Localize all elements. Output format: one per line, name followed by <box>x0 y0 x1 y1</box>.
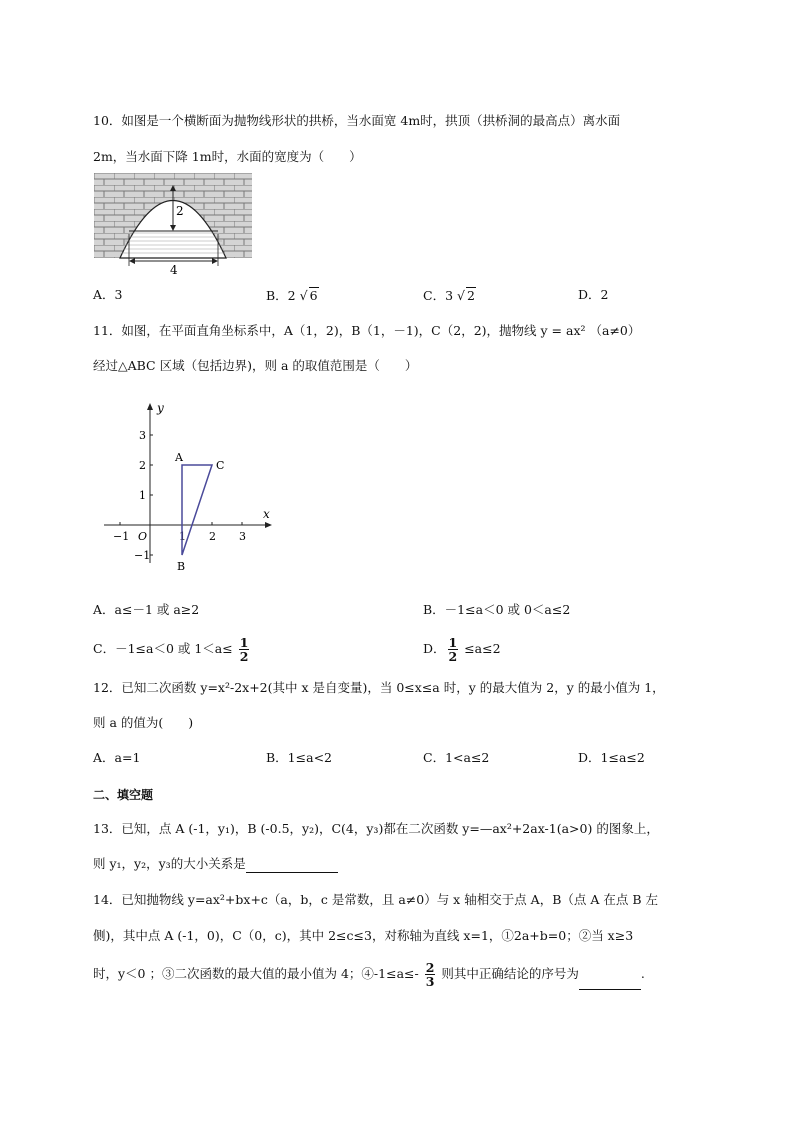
q14-stem-line3-text: 时，y＜0 ；③二次函数的最大值的最小值为 4；④-1≤a≤- <box>93 966 423 981</box>
q14-stem-line3 <box>93 959 645 990</box>
q12-option-a[interactable]: A．a=1 <box>93 750 141 765</box>
x-tick-label: −1 <box>113 530 130 543</box>
q10-option-b-prefix: B．2 <box>266 288 300 303</box>
answer-blank[interactable] <box>579 959 641 990</box>
bridge-figure <box>94 173 252 277</box>
q11-option-d-prefix: D． <box>423 641 446 656</box>
q10-option-c-radicand: 2 <box>466 288 475 303</box>
x-tick-label: 1 <box>179 530 186 543</box>
q13-stem-line2 <box>93 856 338 873</box>
q10-fig-width-label: 4 <box>170 263 178 277</box>
q10-option-d[interactable]: D．2 <box>578 287 609 302</box>
x-axis-label: x <box>263 507 270 521</box>
q11-stem-line1-text: 11．如图，在平面直角坐标系中，A（1，2)，B（1，－1)，C（2，2)，抛物线 <box>93 323 541 338</box>
fraction <box>448 636 459 663</box>
fraction <box>425 961 436 988</box>
x-tick-label: 3 <box>239 530 246 543</box>
y-tick-label: 2 <box>139 459 146 472</box>
q12-stem-line1: 12．已知二次函数 y=x²-2x+2(其中 x 是自变量)，当 0≤x≤a 时，y 的最大值为 2，y 的最小值为 1， <box>93 680 665 695</box>
q11-stem-line1 <box>93 323 640 339</box>
q11-formula: y = ax² <box>540 323 586 338</box>
q11-option-c-text: C．－1≤a＜0 或 1＜a≤ <box>93 641 237 656</box>
q11-option-c[interactable] <box>93 634 251 664</box>
q11-option-b[interactable]: B．－1≤a＜0 或 0＜a≤2 <box>423 602 571 617</box>
answer-blank[interactable] <box>246 856 338 873</box>
q14-stem-line3-post: 则其中正确结论的序号为 <box>437 966 579 981</box>
q10-option-b-radicand: 6 <box>309 288 318 303</box>
section-heading: 二、填空题 <box>93 788 154 802</box>
q10-option-c[interactable] <box>423 287 476 304</box>
q10-option-b[interactable] <box>266 287 319 304</box>
q14-end-period: . <box>640 966 645 981</box>
coordinate-graph <box>100 398 280 578</box>
q12-stem-line2: 则 a 的值为( ) <box>93 715 194 730</box>
q14-stem-line2: 侧)，其中点 A (-1，0)，C（0，c)，其中 2≤c≤3，对称轴为直线 x=1，①2a+b=0；②当 x≥3 <box>93 928 634 943</box>
fraction-numerator: 2 <box>425 960 435 975</box>
q10-stem-line1: 10．如图是一个横断面为抛物线形状的拱桥，当水面宽 4m时，拱顶（拱桥洞的最高点）离水面 <box>93 113 621 128</box>
y-tick-label: 1 <box>139 489 146 502</box>
q12-option-b[interactable]: B．1≤a<2 <box>266 750 332 765</box>
q11-option-d-text: ≤a≤2 <box>460 641 501 656</box>
q10-stem-line2: 2m，当水面下降 1m时，水面的宽度为（ ） <box>93 149 362 164</box>
origin-label: O <box>138 530 148 543</box>
sqrt-icon: √ <box>299 288 308 303</box>
fraction-denominator: 3 <box>425 974 435 989</box>
q12-option-c[interactable]: C．1<a≤2 <box>423 750 490 765</box>
q11-option-a[interactable]: A．a≤－1 或 a≥2 <box>93 602 200 617</box>
q13-stem-line1: 13．已知，点 A (-1，y₁)，B (-0.5，y₂)，C(4，y₃)都在二次函数 y=—ax²+2ax-1(a>0) 的图象上， <box>93 821 659 836</box>
y-tick-label: −1 <box>134 549 151 562</box>
x-tick-label: 2 <box>209 530 216 543</box>
q11-stem-line2: 经过△ABC 区域（包括边界)，则 a 的取值范围是（ ） <box>93 358 418 373</box>
y-tick-label: 3 <box>139 429 146 442</box>
fraction-numerator: 1 <box>239 635 249 650</box>
fraction-numerator: 1 <box>448 635 458 650</box>
y-axis-label: y <box>157 401 164 415</box>
q14-stem-line1: 14．已知抛物线 y=ax²+bx+c（a，b，c 是常数，且 a≠0）与 x 轴相交于点 A，B（点 A 在点 B 左 <box>93 892 658 907</box>
q10-fig-height-label: 2 <box>176 204 184 218</box>
fraction <box>239 636 250 663</box>
q11-stem-line1-post: （a≠0） <box>585 323 641 338</box>
point-a-label: A <box>175 451 183 464</box>
q13-stem-line2-text: 则 y₁，y₂，y₃的大小关系是 <box>93 856 246 871</box>
sqrt-icon: √ <box>457 288 465 303</box>
fraction-denominator: 2 <box>239 649 249 664</box>
triangle-abc <box>182 465 212 555</box>
point-c-label: C <box>216 459 225 472</box>
q12-option-d[interactable]: D．1≤a≤2 <box>578 750 645 765</box>
q11-option-d[interactable] <box>423 634 501 664</box>
q10-option-c-prefix: C．3 <box>423 288 457 303</box>
point-b-label: B <box>177 560 186 573</box>
fraction-denominator: 2 <box>448 649 458 664</box>
q10-option-a[interactable]: A．3 <box>93 287 123 302</box>
